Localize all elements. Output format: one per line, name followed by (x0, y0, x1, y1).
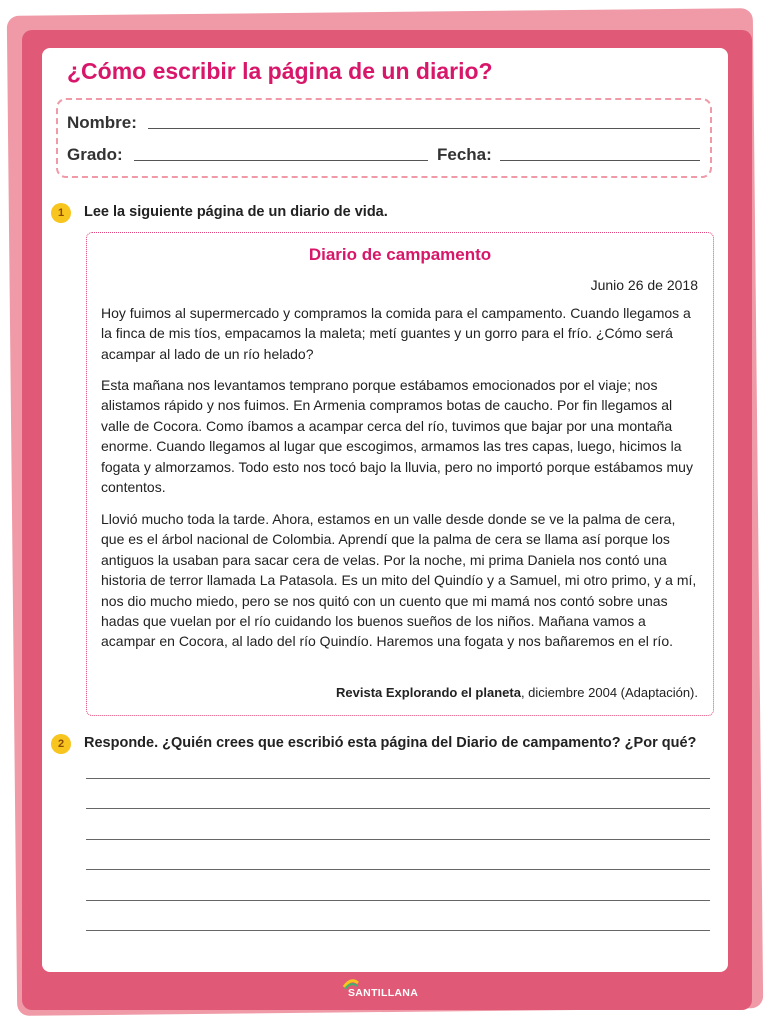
grado-field[interactable] (134, 160, 428, 161)
fecha-field[interactable] (500, 160, 700, 161)
activity1-instruction: Lee la siguiente página de un diario de vida. (84, 204, 388, 220)
activity-number-badge: 1 (51, 203, 71, 223)
answer-line[interactable] (86, 930, 710, 931)
reading-paragraph: Esta mañana nos levantamos temprano porque estábamos emocionados por el viaje; nos alistamos rápido y nos fuimos. En Armenia compramos botas de caucho. Por fin llegamos al valle de Cocora. Como íbamos a acampar cerca del río, tuvimos que bajar por una montaña enorme. Cuando llegamos al lugar que escogimos, armamos las tres capas, luego, hicimos la fogata y almorzamos. Todo esto nos tocó bajo la lluvia, pero no importó porque estábamos muy contentos. (101, 377, 693, 496)
grado-label: Grado: (67, 145, 123, 164)
reading-date: Junio 26 de 2018 (590, 277, 698, 293)
activity2-instruction: Responde. ¿Quién crees que escribió esta página del Diario de campamento? ¿Por qué? (84, 735, 697, 751)
source-publication: Revista Explorando el planeta (336, 685, 521, 700)
activity-number-badge: 2 (51, 734, 71, 754)
nombre-field[interactable] (148, 128, 700, 129)
nombre-label: Nombre: (67, 113, 137, 132)
diary-reading-box (86, 232, 714, 716)
santillana-brand (330, 976, 438, 1004)
source-details: , diciembre 2004 (Adaptación). (520, 685, 698, 700)
answer-line[interactable] (86, 778, 710, 779)
page-title: ¿Cómo escribir la página de un diario? (67, 58, 493, 84)
answer-line[interactable] (86, 900, 710, 901)
answer-line[interactable] (86, 808, 710, 809)
answer-line[interactable] (86, 869, 710, 870)
answer-line[interactable] (86, 839, 710, 840)
reading-paragraph: Llovió mucho toda la tarde. Ahora, estamos en un valle desde donde se ve la palma de cera, que es el árbol nacional de Colombia. Aprendí que la palma de cera se llama así porque los antiguos la usaban para sacar cera de velas. Por la noche, mi prima Daniela nos contó una historia de terror llamada La Patasola. Es un mito del Quindío y a Samuel, mi otro primo, y a mí, nos dio mucho miedo, pero se nos quitó con un cuento que mi mamá nos contó sobre unas hadas que vuelan por el río cuidando los buenos sueños de los niños. Mañana vamos a acampar en Cocora, al lado del río Quindío. Haremos una fogata y nos bañaremos en el río. (101, 511, 697, 650)
reading-title: Diario de campamento (308, 245, 492, 264)
fecha-label: Fecha: (437, 145, 492, 164)
reading-paragraph: Hoy fuimos al supermercado y compramos la comida para el campamento. Cuando llegamos a la finca de mis tíos, empacamos la maleta; metí guantes y un gorro para el frío. ¿Cómo será acampar al lado de un río helado? (101, 305, 691, 362)
student-info-box (56, 98, 712, 178)
brand-name: SANTILLANA (348, 987, 419, 999)
reading-source (336, 685, 698, 700)
